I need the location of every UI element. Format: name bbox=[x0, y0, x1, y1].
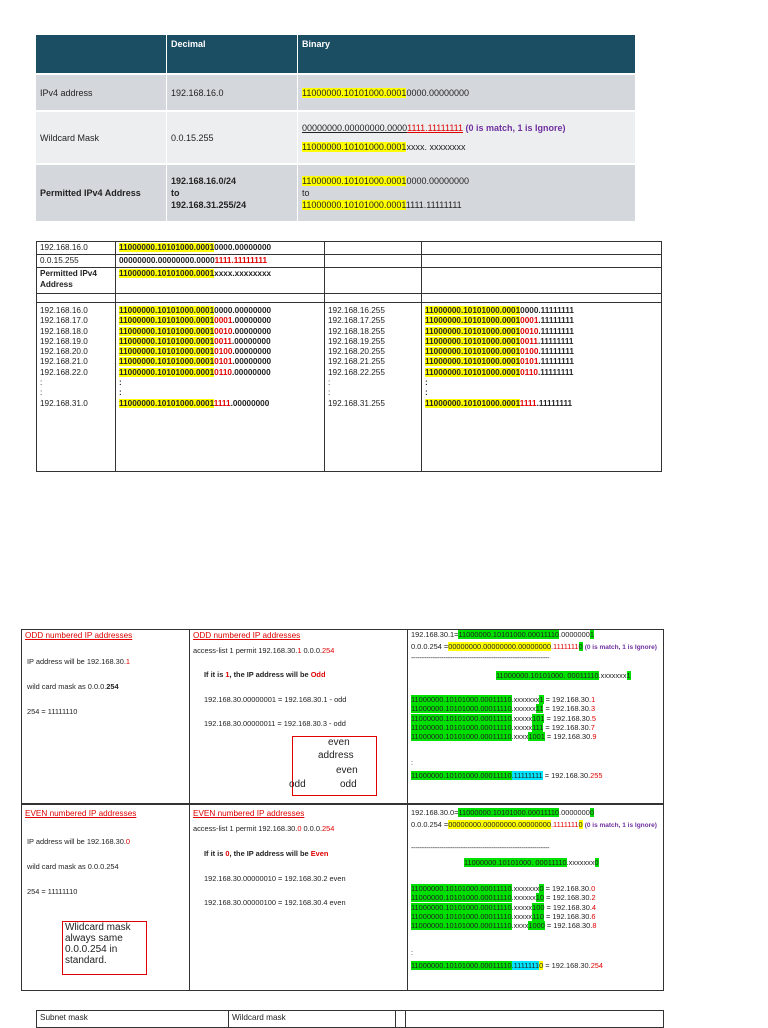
binary-row bbox=[119, 346, 321, 356]
prefix: 11000000.10101000.00011110 bbox=[411, 732, 512, 742]
odd-address-list bbox=[411, 695, 596, 741]
cell-empty bbox=[422, 268, 662, 294]
result: = 192.168.30. bbox=[543, 704, 591, 714]
suffix: .00000000 bbox=[231, 367, 271, 377]
mask-x: .xxxxxxx bbox=[511, 884, 540, 893]
range-table bbox=[36, 241, 662, 472]
odd-list-row bbox=[411, 723, 596, 732]
broadcast-address: 192.168.19.255 bbox=[328, 336, 385, 346]
changing-bits: 0011 bbox=[520, 336, 538, 346]
suffix: .00000000 bbox=[231, 336, 271, 346]
summary-table bbox=[36, 35, 636, 221]
prefix: 11000000.10101000.0001 bbox=[119, 316, 215, 326]
result: = 192.168.30. bbox=[544, 713, 592, 723]
cell-empty bbox=[325, 242, 422, 255]
changing-bits: 0101 bbox=[520, 357, 539, 367]
prefix: 11000000.10101000.0001 bbox=[425, 326, 521, 336]
decimal-value: 192.168.16.0 bbox=[167, 74, 298, 111]
suffix: .00000000 bbox=[232, 316, 272, 326]
binary-row bbox=[425, 336, 658, 346]
binary-row bbox=[425, 377, 658, 387]
even-list-row bbox=[411, 921, 596, 930]
even-left-cell bbox=[22, 804, 190, 990]
even-colon: : bbox=[411, 948, 414, 957]
low-bits: 11 bbox=[535, 704, 544, 714]
result: = 192.168.30. bbox=[544, 893, 592, 903]
prefix: 11000000.10101000.0001 bbox=[425, 398, 520, 408]
prefix: 11000000.10101000.0001 bbox=[119, 336, 215, 346]
odd-left-title: ODD numbered IP addresses bbox=[25, 631, 133, 640]
binary-row bbox=[425, 326, 658, 336]
low-bits: 100 bbox=[532, 902, 545, 912]
even-right-cell bbox=[408, 804, 663, 990]
prefix: 11000000.10101000.0001 bbox=[119, 326, 215, 336]
broadcast-address: 192.168.22.255 bbox=[328, 367, 385, 377]
odd-last-line: 11000000.10101000.00011110.11111111 = 192.168.30.255 bbox=[411, 771, 603, 780]
odd-panel bbox=[21, 629, 664, 805]
binary-row bbox=[119, 326, 321, 336]
prefix: 11000000.10101000.0001 bbox=[119, 347, 215, 357]
odd-example-1: 192.168.30.00000001 = 192.168.30.1 - odd bbox=[204, 695, 347, 704]
even-last-line: 11000000.10101000.00011110.11111110 = 192.168.30.254 bbox=[411, 961, 604, 970]
result: = 192.168.30. bbox=[543, 695, 592, 704]
result: = 192.168.30. bbox=[543, 911, 592, 921]
broadcast-address: 192.168.17.255 bbox=[328, 316, 385, 326]
prefix: 11000000.10101000.00011110 bbox=[411, 704, 512, 714]
odd-mid-title: ODD numbered IP addresses bbox=[193, 631, 301, 640]
changing-bits: 0011 bbox=[214, 336, 232, 346]
suffix: .00000000 bbox=[232, 357, 272, 367]
odd-254-line: 254 = 11111110 bbox=[27, 707, 78, 716]
cell-empty bbox=[422, 242, 662, 255]
mask-x: .xxxx bbox=[511, 732, 529, 742]
binary-row bbox=[119, 305, 321, 315]
cell-empty bbox=[325, 255, 422, 268]
odd-list-row bbox=[411, 732, 596, 741]
host-number: 3 bbox=[590, 704, 596, 714]
prefix: 11000000.10101000.0001 bbox=[119, 306, 215, 315]
prefix: 11000000.10101000.0001 bbox=[119, 398, 214, 408]
row-label: IPv4 address bbox=[36, 74, 167, 111]
mask-x: .xxxxx bbox=[511, 902, 533, 912]
broadcast-address: : bbox=[328, 388, 331, 398]
prefix: 11000000.10101000.00011110 bbox=[411, 884, 512, 893]
suffix: .11111111 bbox=[538, 357, 574, 367]
prefix: 11000000.10101000.0001 bbox=[425, 306, 521, 315]
suffix: : bbox=[119, 388, 122, 398]
callout-odd-left: odd bbox=[289, 779, 306, 790]
mask-x: .xxxxxxx bbox=[511, 695, 540, 704]
mask-x: .xxxxxx bbox=[511, 893, 536, 903]
callout-even-2: even bbox=[336, 765, 358, 776]
changing-bits: 0110 bbox=[214, 367, 232, 377]
mask-table-header bbox=[36, 1010, 664, 1028]
suffix: : bbox=[425, 388, 428, 398]
even-list-row bbox=[411, 893, 596, 902]
network-address: 192.168.18.0 bbox=[40, 326, 88, 336]
table1-row-ipv4 bbox=[36, 74, 636, 111]
low-bits: 101 bbox=[532, 713, 545, 723]
network-address: : bbox=[40, 378, 43, 388]
even-example-1: 192.168.30.00000010 = 192.168.30.2 even bbox=[204, 874, 346, 883]
callout-odd-right: odd bbox=[340, 779, 357, 790]
host-number: 9 bbox=[592, 732, 597, 742]
binary-row bbox=[119, 315, 321, 325]
broadcast-address: 192.168.31.255 bbox=[328, 398, 385, 408]
cell-wildcard-binary: 00000000.00000000.00001111.11111111 bbox=[116, 255, 325, 268]
suffix: .00000000 bbox=[232, 347, 272, 357]
prefix: 11000000.10101000.0001 bbox=[425, 347, 521, 357]
network-address: 192.168.17.0 bbox=[40, 316, 88, 326]
even-mid-title: EVEN numbered IP addresses bbox=[193, 809, 305, 818]
host-number: 0 bbox=[591, 884, 596, 893]
prefix: 11000000.10101000.00011110 bbox=[411, 921, 512, 931]
odd-colon: : bbox=[411, 758, 414, 767]
even-ip-binary: 192.168.30.0=11000000.10101000.00011110.00000000 bbox=[411, 808, 594, 817]
cell-empty bbox=[325, 268, 422, 294]
mask-x: .xxxxx bbox=[511, 911, 533, 921]
result: = 192.168.30. bbox=[544, 921, 593, 931]
binary-row bbox=[119, 356, 321, 366]
odd-list-row bbox=[411, 695, 596, 704]
cell-empty bbox=[325, 294, 422, 303]
col-empty bbox=[396, 1011, 406, 1027]
odd-result-pattern: 11000000.10101000. 00011110.xxxxxxx1 bbox=[496, 671, 631, 680]
prefix: 11000000.10101000.0001 bbox=[425, 367, 521, 377]
even-list-row bbox=[411, 903, 596, 912]
mask-x: .xxxxxx bbox=[511, 704, 536, 714]
suffix: .00000000 bbox=[232, 326, 272, 336]
host-number: 2 bbox=[591, 893, 596, 903]
broadcast-binary-list bbox=[422, 303, 662, 472]
even-panel bbox=[21, 803, 664, 991]
host-number: 6 bbox=[591, 911, 596, 921]
prefix: 11000000.10101000.0001 bbox=[425, 357, 521, 367]
network-binary-list bbox=[116, 303, 325, 472]
odd-ip-line: IP address will be 192.168.30.1 bbox=[27, 657, 131, 666]
table1-row-wildcard bbox=[36, 111, 636, 164]
binary-row bbox=[425, 398, 658, 408]
odd-acl-line: access-list 1 permit 192.168.30.1 0.0.0.254 bbox=[193, 646, 335, 655]
result: = 192.168.30. bbox=[544, 732, 593, 742]
even-acl-line: access-list 1 permit 192.168.30.0 0.0.0.254 bbox=[193, 824, 335, 833]
prefix: 11000000.10101000.00011110 bbox=[411, 713, 512, 723]
binary-value: 11000000.10101000.00010000.00000000 bbox=[298, 74, 636, 111]
even-254-line: 254 = 11111110 bbox=[27, 887, 78, 896]
row-label: Wildcard Mask bbox=[36, 111, 167, 164]
broadcast-address: : bbox=[328, 378, 331, 388]
even-divider: ---------------------------------------------------------------- bbox=[411, 843, 550, 852]
odd-list-row bbox=[411, 714, 596, 723]
binary-value: 00000000.00000000.00001111.11111111 (0 is match, 1 is Ignore) 11000000.10101000.0001xxxx. xxxxxxxx bbox=[298, 111, 636, 164]
odd-example-2: 192.168.30.00000011 = 192.168.30.3 - odd bbox=[204, 719, 346, 728]
cell-empty bbox=[422, 294, 662, 303]
even-left-title: EVEN numbered IP addresses bbox=[25, 809, 137, 818]
even-address-list bbox=[411, 884, 596, 930]
host-number: 7 bbox=[590, 722, 595, 732]
prefix: 11000000.10101000.00011110 bbox=[411, 722, 512, 732]
network-address: 192.168.22.0 bbox=[40, 367, 88, 377]
broadcast-address: 192.168.20.255 bbox=[328, 347, 385, 357]
cell-network: 192.168.16.0 bbox=[37, 242, 116, 255]
prefix: 11000000.10101000.0001 bbox=[119, 357, 215, 367]
callout-address: address bbox=[318, 750, 354, 761]
table1-header-decimal: Decimal bbox=[167, 35, 298, 74]
binary-row bbox=[425, 387, 658, 397]
prefix: 11000000.10101000.00011110 bbox=[411, 893, 512, 903]
even-list-row bbox=[411, 884, 596, 893]
odd-list-row bbox=[411, 704, 596, 713]
odd-right-cell bbox=[408, 630, 663, 804]
host-number: 8 bbox=[592, 921, 597, 931]
suffix: 0000.00000000 bbox=[214, 306, 272, 315]
cell-empty bbox=[422, 255, 662, 268]
suffix: : bbox=[119, 378, 122, 388]
low-bits: 1001 bbox=[528, 732, 545, 742]
table1-row-permitted bbox=[36, 164, 636, 221]
changing-bits: 0010 bbox=[520, 326, 539, 336]
low-bits: 111 bbox=[532, 722, 544, 732]
odd-divider: ---------------------------------------------------------------- bbox=[411, 653, 550, 662]
even-mask-line: wild card mask as 0.0.0.254 bbox=[27, 862, 119, 871]
cell-permitted-label: Permitted IPv4 Address bbox=[37, 268, 116, 294]
suffix: .11111111 bbox=[537, 367, 574, 377]
network-address: 192.168.31.0 bbox=[40, 398, 88, 408]
binary-row bbox=[119, 367, 321, 377]
suffix: .11111111 bbox=[536, 398, 573, 408]
broadcast-address: 192.168.16.255 bbox=[328, 306, 385, 315]
host-number: 4 bbox=[591, 902, 597, 912]
even-mask-binary: 0.0.0.254 =00000000.00000000.00000000.11111110 (0 is match, 1 is Ignore) bbox=[411, 820, 657, 829]
suffix: : bbox=[425, 378, 428, 388]
binary-row bbox=[425, 346, 658, 356]
changing-bits: 1111 bbox=[213, 398, 231, 408]
wildcard-note-box: Wlidcard mask always same 0.0.0.254 in standard. bbox=[62, 921, 147, 975]
mask-x: .xxxxx bbox=[511, 722, 533, 732]
cell-empty bbox=[116, 294, 325, 303]
broadcast-address: 192.168.21.255 bbox=[328, 357, 385, 367]
prefix: 11000000.10101000.0001 bbox=[425, 316, 521, 326]
suffix: .00000000 bbox=[230, 398, 270, 408]
even-ip-line: IP address will be 192.168.30.0 bbox=[27, 837, 131, 846]
col-subnet-mask: Subnet mask bbox=[37, 1011, 229, 1027]
row-label: Permitted IPv4 Address bbox=[36, 164, 167, 221]
result: = 192.168.30. bbox=[544, 902, 592, 912]
network-address: 192.168.20.0 bbox=[40, 347, 88, 357]
decimal-range: 192.168.16.0/24 to 192.168.31.255/24 bbox=[167, 164, 298, 221]
odd-rule-line: If it is 1, the IP address will be Odd bbox=[204, 670, 326, 679]
suffix: .11111111 bbox=[538, 316, 574, 326]
cell-wildcard: 0.0.15.255 bbox=[37, 255, 116, 268]
changing-bits: 0100 bbox=[520, 347, 539, 357]
odd-mask-line: wild card mask as 0.0.0.254 bbox=[27, 682, 119, 691]
changing-bits: 0100 bbox=[214, 347, 233, 357]
result: = 192.168.30. bbox=[543, 884, 592, 893]
low-bits: 1 bbox=[539, 695, 544, 704]
odd-left-cell bbox=[22, 630, 190, 804]
network-address: : bbox=[40, 388, 43, 398]
odd-mask-binary: 0.0.0.254 =00000000.00000000.00000000.11111110 (0 is match, 1 is Ignore) bbox=[411, 642, 657, 651]
binary-row bbox=[425, 305, 658, 315]
result: = 192.168.30. bbox=[543, 722, 591, 732]
binary-row bbox=[425, 356, 658, 366]
callout-even: even bbox=[328, 737, 350, 748]
binary-row bbox=[119, 387, 321, 397]
low-bits: 0 bbox=[539, 884, 544, 893]
suffix: .11111111 bbox=[538, 347, 574, 357]
binary-row bbox=[119, 377, 321, 387]
odd-ip-binary: 192.168.30.1=11000000.10101000.00011110.00000001 bbox=[411, 630, 594, 639]
binary-row bbox=[119, 336, 321, 346]
suffix: .11111111 bbox=[538, 326, 574, 336]
mask-x: .xxxxx bbox=[511, 713, 533, 723]
changing-bits: 0110 bbox=[520, 367, 538, 377]
low-bits: 110 bbox=[532, 911, 544, 921]
changing-bits: 0010 bbox=[214, 326, 233, 336]
network-address: 192.168.16.0 bbox=[40, 306, 88, 315]
decimal-value: 0.0.15.255 bbox=[167, 111, 298, 164]
even-result-pattern: 11000000.10101000. 00011110.xxxxxxx0 bbox=[464, 858, 599, 867]
even-mid-cell bbox=[190, 804, 408, 990]
network-address: 192.168.21.0 bbox=[40, 357, 88, 367]
host-number: 5 bbox=[591, 713, 597, 723]
even-example-2: 192.168.30.00000100 = 192.168.30.4 even bbox=[204, 898, 346, 907]
binary-range: 11000000.10101000.00010000.00000000 to 11000000.10101000.00011111.11111111 bbox=[298, 164, 636, 221]
suffix: 0000.11111111 bbox=[520, 306, 574, 315]
cell-network-binary: 11000000.10101000.00010000.00000000 bbox=[116, 242, 325, 255]
network-list bbox=[37, 303, 116, 472]
host-number: 1 bbox=[591, 695, 596, 704]
changing-bits: 0001 bbox=[214, 316, 233, 326]
cell-empty bbox=[37, 294, 116, 303]
changing-bits: 0101 bbox=[214, 357, 233, 367]
binary-row bbox=[119, 398, 321, 408]
network-address: 192.168.19.0 bbox=[40, 336, 88, 346]
binary-row bbox=[425, 367, 658, 377]
prefix: 11000000.10101000.0001 bbox=[425, 336, 521, 346]
binary-row bbox=[425, 315, 658, 325]
prefix: 11000000.10101000.00011110 bbox=[411, 911, 512, 921]
suffix: .11111111 bbox=[537, 336, 574, 346]
mask-x: .xxxx bbox=[511, 921, 529, 931]
prefix: 11000000.10101000.00011110 bbox=[411, 695, 512, 704]
changing-bits: 1111 bbox=[519, 398, 537, 408]
low-bits: 1000 bbox=[528, 921, 545, 931]
broadcast-address: 192.168.18.255 bbox=[328, 326, 385, 336]
table1-header-binary: Binary bbox=[298, 35, 636, 74]
even-list-row bbox=[411, 912, 596, 921]
cell-permitted-binary: 11000000.10101000.0001xxxx.xxxxxxxx bbox=[116, 268, 325, 294]
col-wildcard-mask: Wildcard mask bbox=[229, 1011, 396, 1027]
changing-bits: 0001 bbox=[520, 316, 539, 326]
table1-header-empty bbox=[36, 35, 167, 74]
broadcast-list bbox=[325, 303, 422, 472]
prefix: 11000000.10101000.00011110 bbox=[411, 902, 512, 912]
low-bits: 10 bbox=[535, 893, 545, 903]
odd-mid-cell bbox=[190, 630, 408, 804]
prefix: 11000000.10101000.0001 bbox=[119, 367, 215, 377]
even-rule-line: If it is 0, the IP address will be Even bbox=[204, 849, 329, 858]
